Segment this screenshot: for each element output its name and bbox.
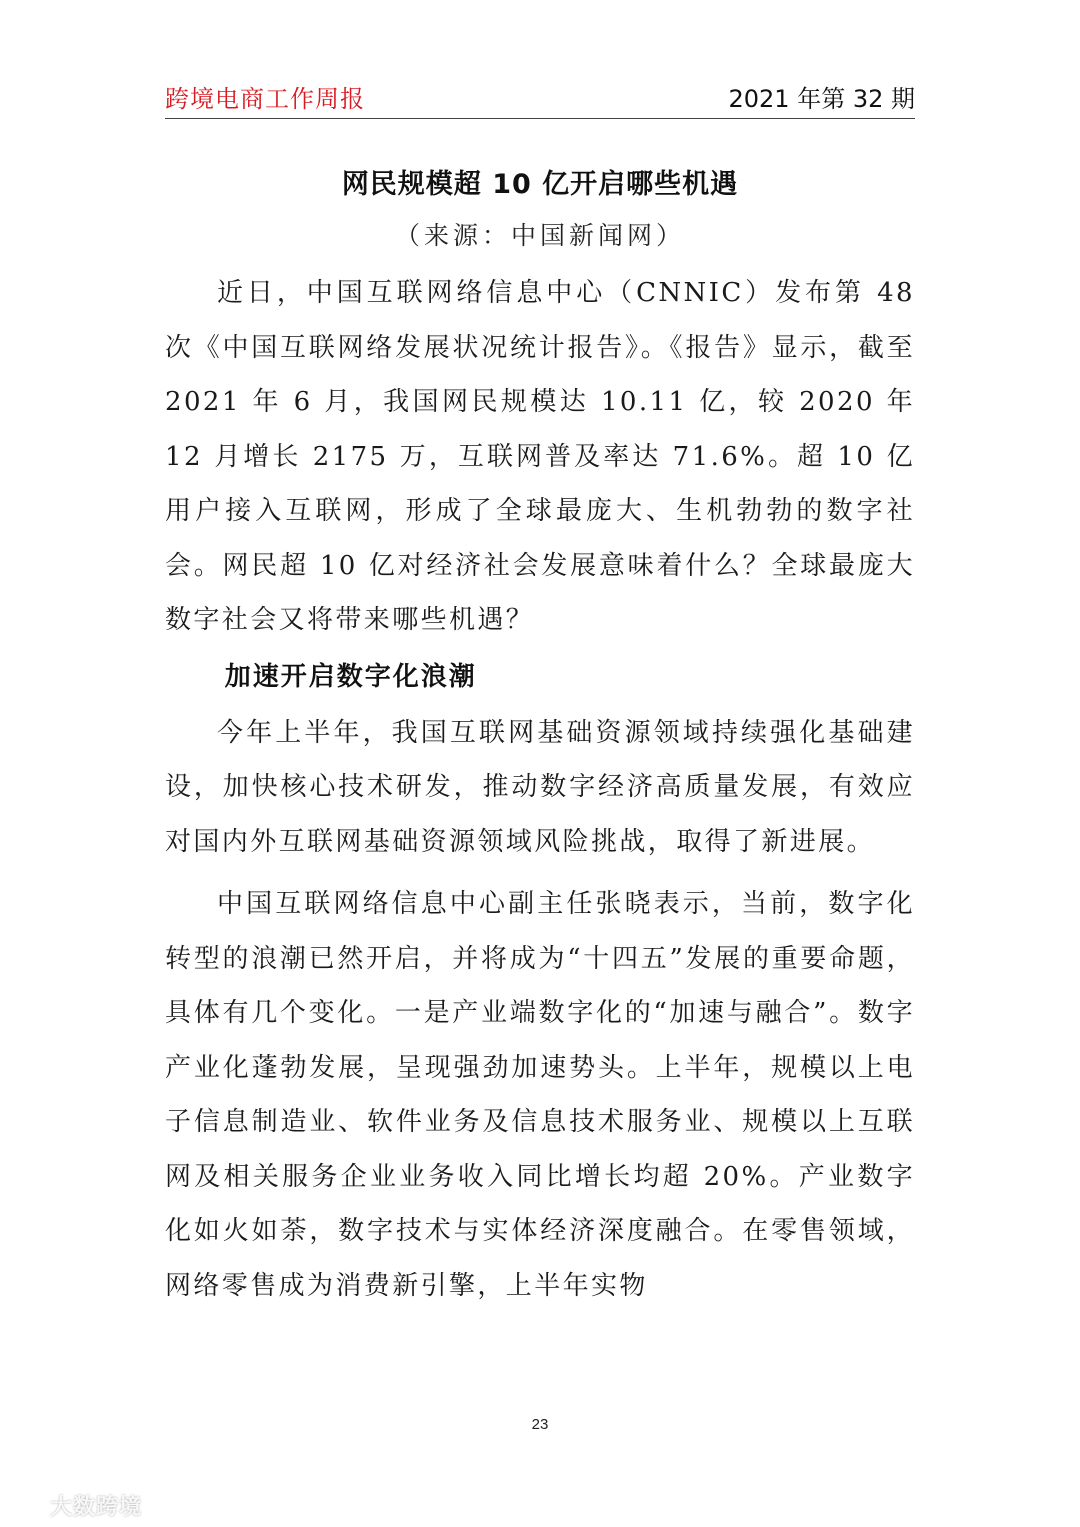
paragraph: 近日，中国互联网络信息中心（CNNIC）发布第 48 次《中国互联网络发展状况统计报告》。《报告》显示，截至 2021 年 6 月，我国网民规模达 10.11 亿，较 2020 年 12 月增长 2175 万，互联网普及率达 71.6%。超 10 亿用户接入互联网，形成了全球最庞大、生机勃勃的数字社会。网民超 10 亿对经济社会发展意味着什么？全球最庞大数字社会又将带来哪些机遇？ <box>165 278 915 635</box>
article-body <box>165 266 915 1313</box>
page-number: 23 <box>531 1416 549 1433</box>
page-header <box>165 74 915 119</box>
weibo-icon <box>10 1491 44 1519</box>
watermark <box>10 1488 142 1522</box>
paragraph: 中国互联网络信息中心副主任张晓表示，当前，数字化转型的浪潮已然开启，并将成为“十四五”发展的重要命题，具体有几个变化。一是产业端数字化的“加速与融合”。数字产业化蓬勃发展，呈现强劲加速势头。上半年，规模以上电子信息制造业、软件业务及信息技术服务业、规模以上互联网及相关服务企业业务收入同比增长均超 20%。产业数字化如火如荼，数字技术与实体经济深度融合。在零售领域，网络零售成为消费新引擎，上半年实物 <box>165 889 915 1301</box>
article-source: （来源：中国新闻网） <box>394 221 685 250</box>
paragraph: 今年上半年，我国互联网基础资源领域持续强化基础建设，加快核心技术研发，推动数字经济高质量发展，有效应对国内外互联网基础资源领域风险挑战，取得了新进展。 <box>165 717 915 857</box>
issue-number: 2021 年第 32 期 <box>728 84 915 113</box>
watermark-text: 大数跨境 <box>50 1494 143 1520</box>
publication-name: 跨境电商工作周报 <box>165 84 365 113</box>
section-heading: 加速开启数字化浪潮 <box>224 661 477 692</box>
article-title: 网民规模超 10 亿开启哪些机遇 <box>341 169 739 200</box>
